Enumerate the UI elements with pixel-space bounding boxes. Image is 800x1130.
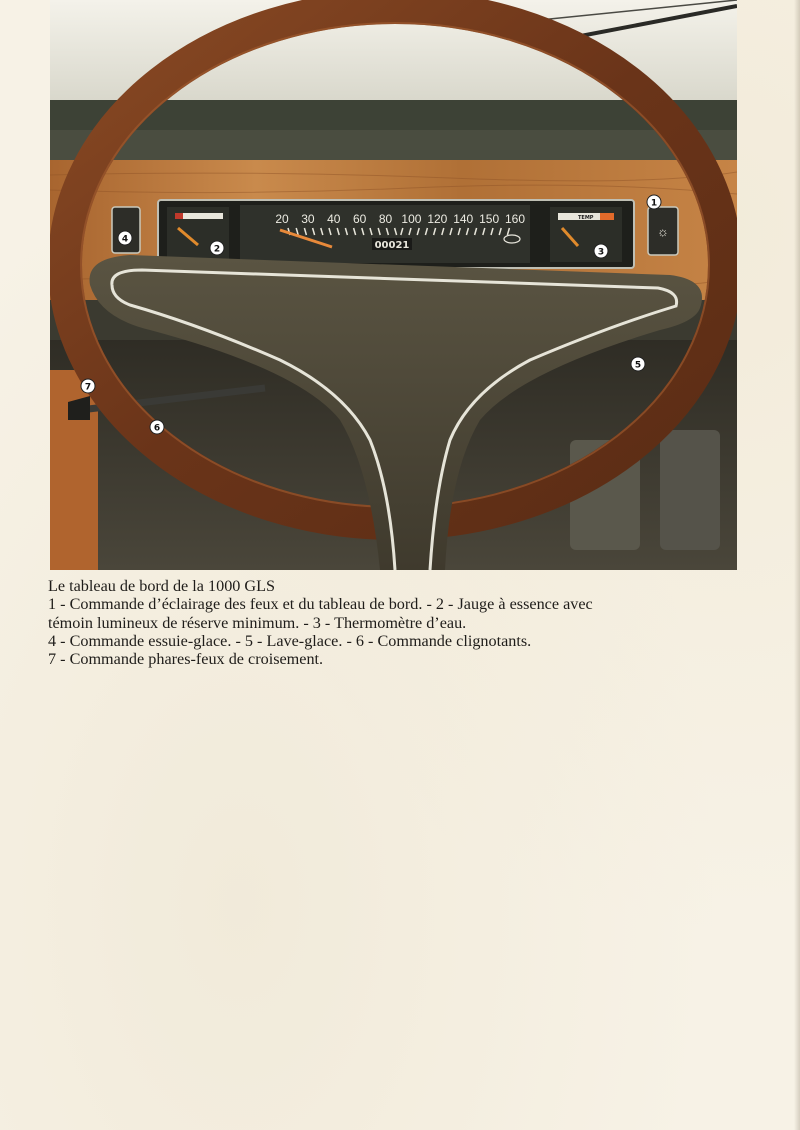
callout-5 (631, 357, 645, 371)
dashboard-photo (50, 0, 737, 570)
caption-line: 7 - Commande phares-feux de croisement. (48, 650, 324, 669)
svg-text:6: 6 (153, 423, 161, 434)
caption-line: 4 - Commande essuie-glace. - 5 - Lave-glace. - 6 - Commande clignotants. (48, 631, 532, 650)
caption-title: Le tableau de bord de la 1000 GLS (48, 577, 276, 595)
callout-2 (210, 241, 224, 255)
speedometer-label: 150 (479, 212, 500, 226)
speedometer-label: 100 (401, 212, 422, 226)
speedometer-label: 30 (301, 212, 315, 226)
svg-text:3: 3 (597, 247, 605, 258)
light-icon: ☼ (657, 224, 669, 239)
svg-text:5: 5 (634, 360, 642, 371)
caption (48, 577, 748, 668)
wiper-switch (112, 207, 140, 253)
speedometer-label: 140 (453, 212, 474, 226)
temp-label: TEMP (578, 215, 594, 221)
page-edge-shadow (794, 0, 800, 1130)
caption-line: 1 - Commande d’éclairage des feux et du tableau de bord. - 2 - Jauge à essence avec (48, 595, 593, 614)
speedometer-label: 40 (327, 212, 341, 226)
door-panel (50, 370, 98, 570)
callout-1 (647, 195, 661, 209)
odometer-value: 00021 (374, 240, 410, 251)
speedometer-label: 60 (352, 212, 367, 226)
svg-text:4: 4 (121, 234, 129, 245)
svg-text:1: 1 (650, 198, 658, 209)
caption-line: témoin lumineux de réserve minimum. - 3 - Thermomètre d’eau. (48, 613, 467, 632)
svg-text:7: 7 (84, 382, 92, 393)
callout-4 (118, 231, 132, 245)
speedometer-label: 160 (504, 212, 526, 226)
callout-7 (81, 379, 95, 393)
speedometer-label: 120 (427, 212, 448, 226)
callout-3 (594, 244, 608, 258)
speedometer-label: 80 (378, 212, 393, 226)
speedometer-label: 20 (275, 212, 289, 226)
callout-6 (150, 420, 164, 434)
svg-text:2: 2 (213, 244, 221, 255)
